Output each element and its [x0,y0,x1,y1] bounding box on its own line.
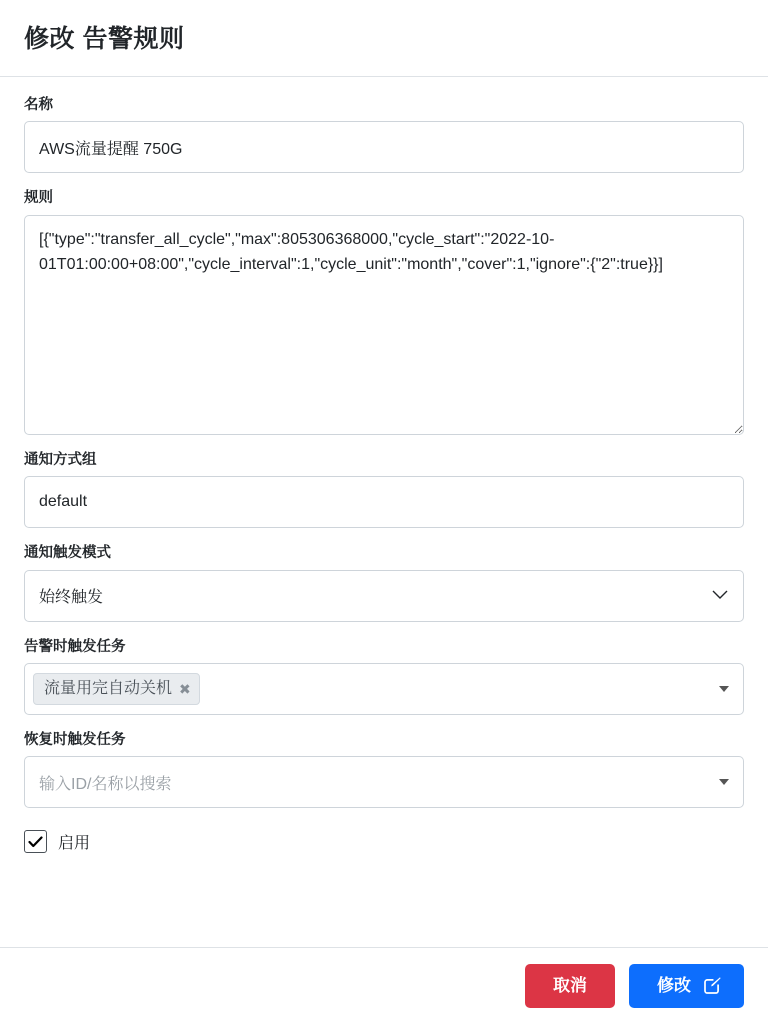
name-input[interactable] [24,121,744,173]
enabled-label: 启用 [58,835,91,853]
submit-button[interactable] [629,964,744,1008]
recover-task-select[interactable] [24,756,744,808]
dialog-header [0,0,768,77]
recover-task-placeholder: 输入ID/名称以搜索 [39,775,172,793]
caret-down-icon[interactable] [719,779,729,785]
caret-down-icon[interactable] [719,686,729,692]
trigger-mode-select[interactable] [24,570,744,622]
submit-button-label: 修改 [657,975,691,995]
edit-square-icon [703,976,722,995]
close-icon[interactable]: ✖ [179,680,191,697]
alert-task-select[interactable] [24,663,744,715]
trigger-mode-label: 通知触发模式 [24,545,111,562]
rule-textarea[interactable] [24,215,744,435]
field-group-trigger-mode [24,545,744,621]
enabled-checkbox-row[interactable] [24,830,744,853]
cancel-button-label: 取消 [553,975,587,995]
page-title: 修改 告警规则 [24,25,185,53]
cancel-button[interactable] [525,964,615,1008]
field-group-alert-task [24,639,744,715]
recover-task-label: 恢复时触发任务 [24,731,126,748]
alert-task-token-label: 流量用完自动关机 [44,680,173,698]
field-group-name [24,97,744,173]
notification-group-label: 通知方式组 [24,451,97,468]
name-label: 名称 [24,97,53,113]
field-group-recover-task [24,732,744,808]
trigger-mode-value: 始终触发 [24,570,744,622]
dialog-body [0,77,768,947]
dialog-footer [0,947,768,1024]
alert-task-token[interactable] [33,673,200,705]
rule-label: 规则 [24,190,53,207]
field-group-rule [24,190,744,434]
enabled-checkbox[interactable] [24,830,47,853]
alert-task-label: 告警时触发任务 [24,638,126,655]
check-icon [28,836,43,848]
field-group-notification-group [24,452,744,528]
notification-group-input[interactable] [24,476,744,528]
